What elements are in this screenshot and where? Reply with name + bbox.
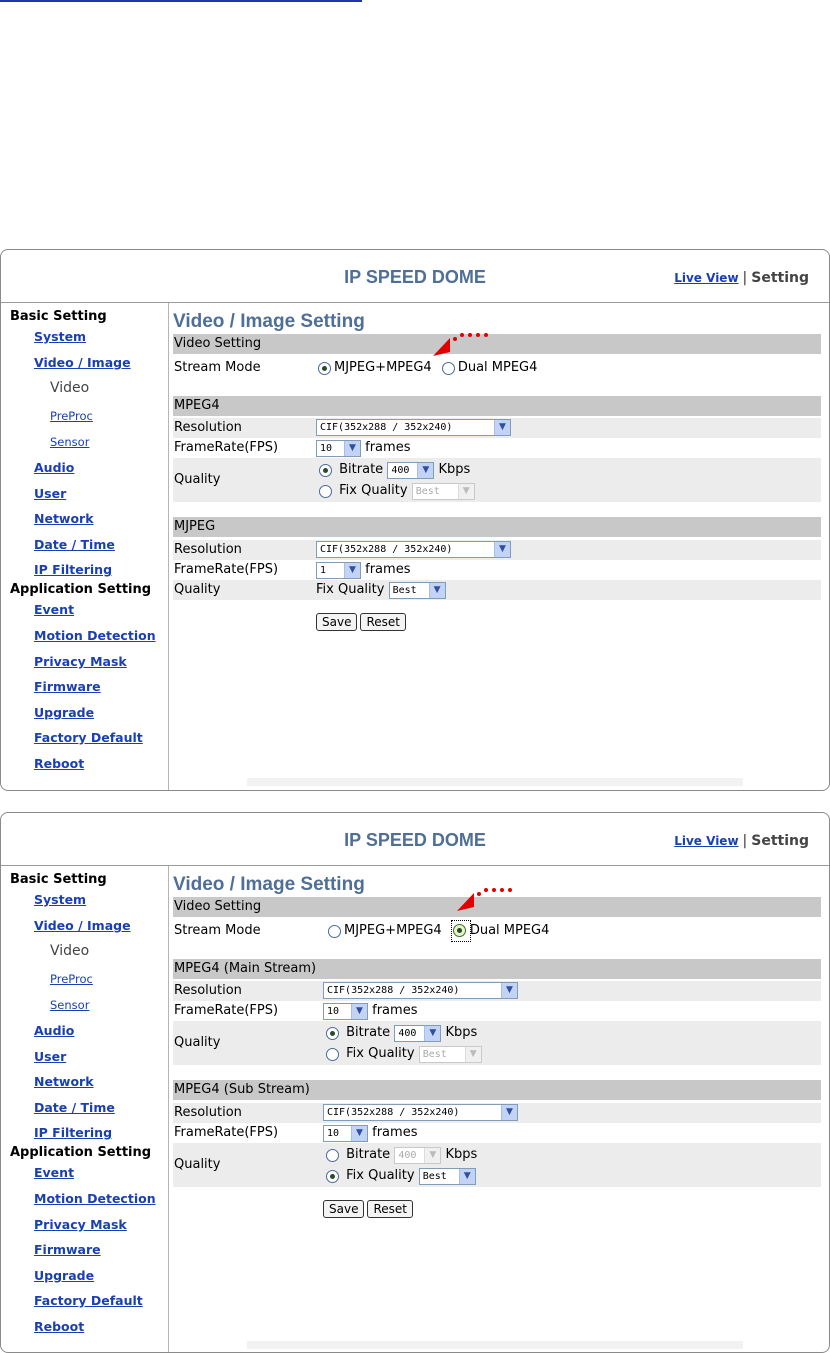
chevron-down-icon: ▼ xyxy=(424,1026,440,1041)
sidebar-item-motion-detection[interactable]: Motion Detection xyxy=(34,628,156,643)
live-view-link[interactable]: Live View xyxy=(674,834,739,848)
chevron-down-icon: ▼ xyxy=(351,1126,367,1141)
sub-bitrate-select-disabled xyxy=(394,1147,441,1164)
radio-mjpeg-mpeg4[interactable] xyxy=(328,925,341,938)
sidebar-item-network[interactable]: Network xyxy=(34,511,94,526)
resolution-value: CIF(352x288 / 352x240) xyxy=(327,985,460,996)
sidebar-item-upgrade[interactable]: Upgrade xyxy=(34,705,95,720)
sidebar-item-firmware[interactable]: Firmware xyxy=(34,679,101,694)
radio-main-bitrate[interactable] xyxy=(326,1027,339,1040)
sidebar-item-reboot[interactable]: Reboot xyxy=(34,1319,85,1334)
radio-mjpeg-mpeg4[interactable] xyxy=(318,362,331,375)
sub-resolution-select[interactable] xyxy=(323,1104,518,1121)
quality-label: Quality xyxy=(174,1035,221,1050)
section-video-setting: Video Setting xyxy=(173,334,821,354)
header-nav xyxy=(674,270,809,286)
sidebar-item-ip-filtering[interactable]: IP Filtering xyxy=(34,562,113,577)
sidebar-heading-application: Application Setting xyxy=(10,582,152,597)
sidebar-item-system[interactable]: System xyxy=(34,329,87,344)
section-video-setting: Video Setting xyxy=(173,897,821,917)
scroll-strip xyxy=(247,778,743,786)
stream-mode-label: Stream Mode xyxy=(174,360,261,375)
action-row xyxy=(173,1199,821,1219)
page-title: Video / Image Setting xyxy=(173,874,365,895)
resolution-label: Resolution xyxy=(174,1105,242,1120)
sidebar-item-motion-detection[interactable]: Motion Detection xyxy=(34,1191,156,1206)
stream-mode-row xyxy=(173,921,821,941)
main-quality-row xyxy=(173,1021,821,1065)
fix-quality-value: Best xyxy=(392,584,417,596)
sidebar-item-ip-filtering[interactable]: IP Filtering xyxy=(34,1125,113,1140)
bitrate-select[interactable] xyxy=(387,462,434,479)
sidebar-item-event[interactable]: Event xyxy=(34,602,75,617)
save-button[interactable]: Save xyxy=(316,613,357,631)
framerate-select[interactable] xyxy=(316,440,361,457)
main-framerate-select[interactable] xyxy=(323,1003,368,1020)
radio-sub-fix-quality[interactable] xyxy=(326,1170,339,1183)
radio-sub-bitrate[interactable] xyxy=(326,1149,339,1162)
setting-label: Setting xyxy=(751,270,809,286)
sidebar-heading-basic: Basic Setting xyxy=(10,872,107,887)
sub-framerate-select[interactable] xyxy=(323,1125,368,1142)
sidebar-item-audio[interactable]: Audio xyxy=(34,1023,75,1038)
main-resolution-row xyxy=(173,981,821,1001)
quality-row xyxy=(173,458,821,502)
sidebar xyxy=(1,866,169,1352)
radio-fix-quality[interactable] xyxy=(319,485,332,498)
main-fix-quality-select-disabled xyxy=(419,1046,482,1063)
framerate-row xyxy=(173,438,821,458)
sub-framerate-row xyxy=(173,1123,821,1143)
sidebar xyxy=(1,303,169,790)
sidebar-heading-basic: Basic Setting xyxy=(10,309,107,324)
sidebar-item-sensor[interactable]: Sensor xyxy=(50,435,90,449)
main-resolution-select[interactable] xyxy=(323,982,518,999)
sidebar-item-factory-default[interactable]: Factory Default xyxy=(34,730,143,745)
header-bar xyxy=(1,813,829,866)
chevron-down-icon: ▼ xyxy=(494,420,510,435)
mjpeg-resolution-row xyxy=(173,540,821,560)
radio-dual-mpeg4[interactable] xyxy=(453,924,466,937)
bitrate-value: 400 xyxy=(398,1149,417,1161)
stream-mode-label: Stream Mode xyxy=(174,923,261,938)
resolution-value: CIF(352x288 / 352x240) xyxy=(320,422,453,433)
section-mpeg4-main: MPEG4 (Main Stream) xyxy=(173,959,821,979)
nav-separator: | xyxy=(742,833,748,849)
radio-bitrate[interactable] xyxy=(319,464,332,477)
fix-quality-value: Best xyxy=(422,1048,447,1060)
sidebar-item-user[interactable]: User xyxy=(34,1049,67,1064)
kbps-unit: Kbps xyxy=(445,1147,478,1162)
chevron-down-icon: ▼ xyxy=(501,983,517,998)
chevron-down-icon: ▼ xyxy=(344,441,360,456)
sidebar-item-audio[interactable]: Audio xyxy=(34,460,75,475)
sidebar-item-date-time[interactable]: Date / Time xyxy=(34,537,115,552)
resolution-row xyxy=(173,418,821,438)
chevron-down-icon: ▼ xyxy=(344,563,360,578)
sub-quality-row xyxy=(173,1143,821,1187)
chevron-down-icon: ▼ xyxy=(494,542,510,557)
app-title: IP SPEED DOME xyxy=(344,267,486,287)
sidebar-item-sensor[interactable]: Sensor xyxy=(50,998,90,1012)
chevron-down-icon: ▼ xyxy=(417,463,433,478)
chevron-down-icon: ▼ xyxy=(429,583,445,598)
kbps-unit: Kbps xyxy=(445,1025,478,1040)
content-area xyxy=(173,866,821,1352)
chevron-down-icon: ▼ xyxy=(424,1148,440,1163)
fix-quality-label: Fix Quality xyxy=(316,582,385,597)
resolution-value: CIF(352x288 / 352x240) xyxy=(320,544,453,555)
sidebar-item-user[interactable]: User xyxy=(34,486,67,501)
settings-panel-dual-mpeg4 xyxy=(0,812,830,1353)
sidebar-item-video-image[interactable]: Video / Image xyxy=(34,355,131,370)
sub-fix-quality-select[interactable] xyxy=(419,1168,476,1185)
settings-panel-mjpeg-mpeg4 xyxy=(0,249,830,791)
fix-quality-value: Best xyxy=(422,1170,447,1182)
sidebar-item-preproc[interactable]: PreProc xyxy=(50,972,93,986)
sidebar-item-network[interactable]: Network xyxy=(34,1074,94,1089)
main-bitrate-select[interactable] xyxy=(394,1025,441,1042)
framerate-label: FrameRate(FPS) xyxy=(174,440,279,455)
sidebar-item-firmware[interactable]: Firmware xyxy=(34,1242,101,1257)
bitrate-label: Bitrate xyxy=(346,1025,391,1040)
section-mjpeg: MJPEG xyxy=(173,517,821,537)
sub-resolution-row xyxy=(173,1103,821,1123)
main-framerate-row xyxy=(173,1001,821,1021)
resolution-label: Resolution xyxy=(174,420,242,435)
sidebar-item-video-image[interactable]: Video / Image xyxy=(34,918,131,933)
resolution-value: CIF(352x288 / 352x240) xyxy=(327,1107,460,1118)
radio-dual-mpeg4-label: Dual MPEG4 xyxy=(457,360,538,375)
action-row xyxy=(173,612,821,632)
sidebar-item-video-current: Video xyxy=(50,943,90,959)
fix-quality-select-disabled xyxy=(412,483,475,500)
frames-unit: frames xyxy=(365,562,411,577)
sidebar-item-video-current: Video xyxy=(50,380,90,396)
framerate-value: 10 xyxy=(320,442,333,454)
sidebar-item-factory-default[interactable]: Factory Default xyxy=(34,1293,143,1308)
framerate-value: 10 xyxy=(327,1127,340,1139)
bitrate-value: 400 xyxy=(391,464,410,476)
bitrate-label: Bitrate xyxy=(339,462,384,477)
sidebar-item-preproc[interactable]: PreProc xyxy=(50,409,93,423)
frames-unit: frames xyxy=(372,1003,418,1018)
chevron-down-icon: ▼ xyxy=(459,1169,475,1184)
resolution-label: Resolution xyxy=(174,542,242,557)
frames-unit: frames xyxy=(372,1125,418,1140)
radio-mjpeg-mpeg4-label: MJPEG+MPEG4 xyxy=(344,923,442,938)
sidebar-item-privacy-mask[interactable]: Privacy Mask xyxy=(34,654,127,669)
mjpeg-fix-quality-select[interactable] xyxy=(389,582,446,599)
mjpeg-resolution-select[interactable] xyxy=(316,541,511,558)
reset-button[interactable]: Reset xyxy=(367,1200,413,1218)
chevron-down-icon: ▼ xyxy=(351,1004,367,1019)
content-area xyxy=(173,303,821,790)
live-view-link[interactable]: Live View xyxy=(674,271,739,285)
scroll-strip xyxy=(247,1341,743,1349)
sidebar-item-privacy-mask[interactable]: Privacy Mask xyxy=(34,1217,127,1232)
sidebar-item-date-time[interactable]: Date / Time xyxy=(34,1100,115,1115)
fix-quality-label: Fix Quality xyxy=(346,1046,415,1061)
radio-dual-mpeg4[interactable] xyxy=(442,362,455,375)
chevron-down-icon: ▼ xyxy=(465,1047,481,1062)
chevron-down-icon: ▼ xyxy=(501,1105,517,1120)
resolution-label: Resolution xyxy=(174,983,242,998)
annotation-arrow-1 xyxy=(428,330,490,360)
stream-mode-row xyxy=(173,358,821,378)
fix-quality-value: Best xyxy=(415,485,440,497)
radio-dual-mpeg4-focus xyxy=(452,921,470,941)
radio-main-fix-quality[interactable] xyxy=(326,1048,339,1061)
framerate-label: FrameRate(FPS) xyxy=(174,562,279,577)
section-mpeg4: MPEG4 xyxy=(173,396,821,416)
mjpeg-framerate-row xyxy=(173,560,821,580)
frames-unit: frames xyxy=(365,440,411,455)
nav-separator: | xyxy=(742,270,748,286)
sidebar-item-upgrade[interactable]: Upgrade xyxy=(34,1268,95,1283)
radio-mjpeg-mpeg4-label: MJPEG+MPEG4 xyxy=(334,360,432,375)
sidebar-item-reboot[interactable]: Reboot xyxy=(34,756,85,771)
bitrate-value: 400 xyxy=(398,1027,417,1039)
sidebar-item-system[interactable]: System xyxy=(34,892,87,907)
framerate-value: 1 xyxy=(320,564,327,576)
reset-button[interactable]: Reset xyxy=(360,613,406,631)
quality-label: Quality xyxy=(174,582,221,597)
fix-quality-label: Fix Quality xyxy=(346,1168,415,1183)
resolution-select[interactable] xyxy=(316,419,511,436)
top-rule xyxy=(0,0,362,2)
mjpeg-quality-row xyxy=(173,580,821,600)
sidebar-heading-application: Application Setting xyxy=(10,1145,152,1160)
section-mpeg4-sub: MPEG4 (Sub Stream) xyxy=(173,1080,821,1100)
header-nav xyxy=(674,833,809,849)
framerate-label: FrameRate(FPS) xyxy=(174,1125,279,1140)
page-title: Video / Image Setting xyxy=(173,311,365,332)
header-bar xyxy=(1,250,829,303)
sidebar-item-event[interactable]: Event xyxy=(34,1165,75,1180)
quality-label: Quality xyxy=(174,1157,221,1172)
quality-label: Quality xyxy=(174,472,221,487)
framerate-value: 10 xyxy=(327,1005,340,1017)
save-button[interactable]: Save xyxy=(323,1200,364,1218)
kbps-unit: Kbps xyxy=(438,462,471,477)
annotation-arrow-2 xyxy=(452,885,514,915)
bitrate-label: Bitrate xyxy=(346,1147,391,1162)
radio-dual-mpeg4-label: Dual MPEG4 xyxy=(469,923,550,938)
framerate-label: FrameRate(FPS) xyxy=(174,1003,279,1018)
mjpeg-framerate-select[interactable] xyxy=(316,562,361,579)
setting-label: Setting xyxy=(751,833,809,849)
fix-quality-label: Fix Quality xyxy=(339,483,408,498)
chevron-down-icon: ▼ xyxy=(458,484,474,499)
app-title: IP SPEED DOME xyxy=(344,830,486,850)
